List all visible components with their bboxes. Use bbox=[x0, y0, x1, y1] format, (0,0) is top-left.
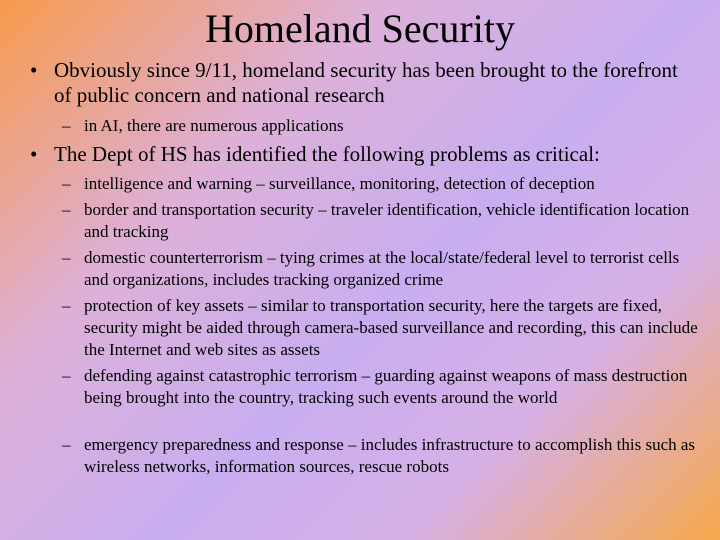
bullet-text: The Dept of HS has identified the following problems as critical: bbox=[54, 142, 600, 166]
bullet-marker: • bbox=[30, 142, 38, 166]
sub-bullet-text: defending against catastrophic terrorism – guarding against weapons of mass destruction being brought into the country, tracking such events around the world bbox=[84, 366, 688, 407]
bullet-item bbox=[30, 142, 700, 167]
sub-bullet-item bbox=[62, 365, 702, 409]
sub-bullet-item bbox=[62, 115, 702, 137]
bullet-text: Obviously since 9/11, homeland security has been brought to the forefront of public concern and national research bbox=[54, 58, 678, 107]
sub-bullet-item bbox=[62, 295, 702, 361]
dash-marker: – bbox=[62, 435, 71, 454]
sub-bullet-text: intelligence and warning – surveillance, monitoring, detection of deception bbox=[84, 174, 595, 193]
sub-bullet-text: domestic counterterrorism – tying crimes at the local/state/federal level to terrorist cells and organizations, includes tracking organized crime bbox=[84, 248, 680, 289]
sub-bullet-text: protection of key assets – similar to transportation security, here the targets are fixed, security might be aided through camera-based surveillance and recording, this can include the Internet and web sites as assets bbox=[84, 296, 698, 359]
bullet-marker: • bbox=[30, 58, 38, 82]
sub-bullet-text: border and transportation security – traveler identification, vehicle identification location and tracking bbox=[84, 200, 690, 241]
dash-marker: – bbox=[62, 174, 71, 193]
sub-bullet-item bbox=[62, 173, 702, 195]
dash-marker: – bbox=[62, 296, 71, 315]
sub-bullet-item bbox=[62, 199, 702, 243]
sub-bullet-item bbox=[62, 434, 702, 478]
dash-marker: – bbox=[62, 200, 71, 219]
slide-title: Homeland Security bbox=[205, 6, 515, 51]
sub-bullet-item bbox=[62, 247, 702, 291]
dash-marker: – bbox=[62, 248, 71, 267]
dash-marker: – bbox=[62, 366, 71, 385]
bullet-item bbox=[30, 58, 700, 108]
sub-bullet-text: in AI, there are numerous applications bbox=[84, 116, 344, 135]
dash-marker: – bbox=[62, 116, 71, 135]
sub-bullet-text: emergency preparedness and response – includes infrastructure to accomplish this such as wireless networks, information sources, rescue robots bbox=[84, 435, 696, 476]
